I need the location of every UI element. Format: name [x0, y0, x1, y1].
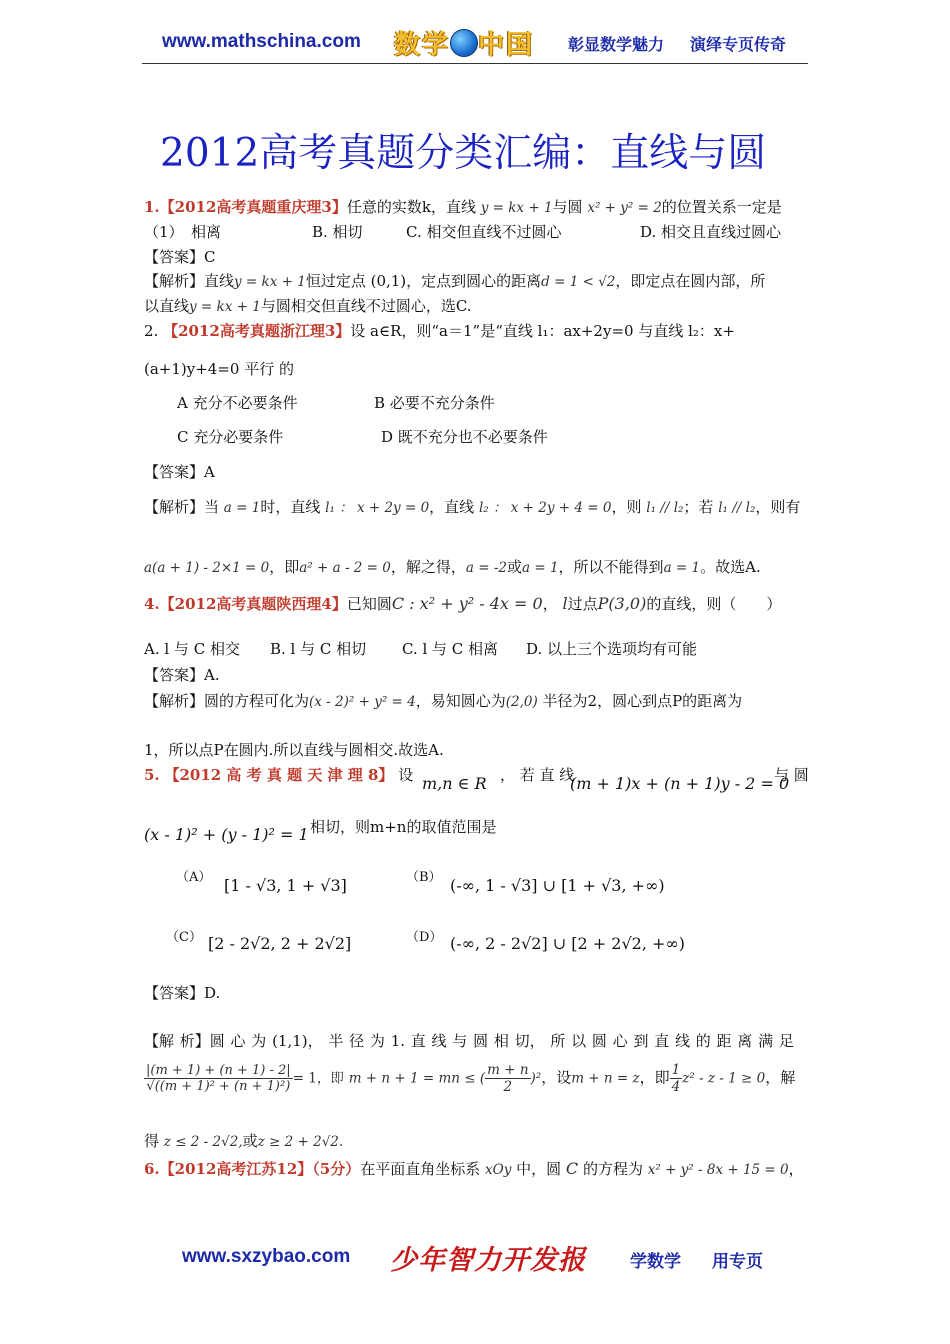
q6-stem-c: 的方程为 — [582, 1160, 643, 1178]
q5-explanation-1: 【解 析】圆 心 为 (1,1)， 半 径 为 1. 直 线 与 圆 相 切， 所 以 圆 心 到 直 线 的 距 离 满 足 — [144, 1032, 794, 1050]
q4-exp-1c: 半径为2，圆心到点P的距离为 — [542, 692, 743, 710]
q1-stem-c: 的位置关系一定是 — [661, 198, 782, 216]
q2-explanation-1 — [144, 496, 800, 517]
q5-exp-3m2: z ≥ 2 + 2√2. — [257, 1134, 344, 1150]
q6-stem — [144, 1158, 804, 1179]
q5-option-a-label: （A） — [176, 870, 212, 885]
q2-exp-2e: 。故选A. — [700, 558, 761, 576]
q2-exp-2b: ，解之得， — [390, 558, 466, 576]
logo-text-1: 数学 — [394, 30, 451, 60]
q2-exp-1m3: l₂ ： x + 2y + 4 = 0 — [478, 500, 612, 516]
q4-stem-a: 已知圆 — [346, 595, 392, 613]
q4-stem-b: ， — [542, 595, 558, 613]
q2-stem-b: (a+1)y+4=0 平行 的 — [144, 360, 294, 378]
q5-stem-a: 设 — [398, 766, 414, 784]
footer-tag-1: 学数学 — [630, 1252, 681, 1272]
q5-math-mn: m,n ∈ R — [422, 774, 487, 793]
q1-option-a: （1） 相离 — [144, 223, 222, 241]
header-divider — [142, 63, 808, 64]
q1-exp-1b: 恒过定点 (0,1)，定点到圆心的距离 — [305, 272, 542, 290]
q1-source: 【2012高考真题重庆理3】 — [159, 198, 347, 216]
q2-answer: 【答案】A — [144, 463, 215, 481]
footer-url[interactable]: www.sxzybao.com — [182, 1246, 351, 1267]
q5-exp-2b: ，设 — [541, 1068, 572, 1087]
q4-option-a: A. l 与 C 相交 — [144, 640, 240, 658]
q5-stem — [144, 764, 413, 785]
q2-exp-1m5: l₁ // l₂ — [718, 500, 756, 516]
q5-exp-2m-tail: )² — [530, 1070, 542, 1087]
q1-math-line: y = kx + 1 — [480, 200, 553, 216]
q1-exp-1a: 【解析】直线 — [144, 272, 235, 290]
q4-exp-1m2: (2,0) — [505, 694, 538, 710]
q6-math-eq: x² + y² - 8x + 15 = 0 — [647, 1162, 789, 1178]
q2-exp-1b: 时，直线 — [260, 498, 321, 516]
globe-icon — [450, 29, 478, 57]
q5-stem-c: 与 圆 — [774, 766, 809, 784]
q5-exp-2m: m + n + 1 = mn ≤ ( — [348, 1070, 486, 1087]
q5-exp-frac-den: √((m + 1)² + (n + 1)²) — [146, 1079, 291, 1094]
q4-explanation-1 — [144, 690, 742, 711]
q5-answer: 【答案】D. — [144, 984, 221, 1002]
q4-answer: 【答案】A. — [144, 666, 220, 684]
q2-exp-1a: 【解析】当 — [144, 498, 220, 516]
q2-exp-1f: ，则有 — [755, 498, 801, 516]
q5-option-d-label: （D） — [406, 930, 443, 945]
q6-math-xoy: xOy — [485, 1162, 512, 1178]
q2-exp-2m4: a = 1 — [522, 560, 559, 576]
q2-exp-2m: a(a + 1) - 2×1 = 0 — [144, 560, 270, 576]
q5-math-circle: (x - 1)² + (y - 1)² = 1 — [144, 825, 309, 844]
q4-stem-c: 过点 — [567, 595, 598, 613]
q5-exp-2fd2: 4 — [671, 1079, 681, 1095]
q2-exp-1m: a = 1 — [223, 500, 261, 516]
q4-source: 【2012高考真题陕西理4】 — [159, 595, 347, 613]
q4-exp-1m: (x - 2)² + y² = 4 — [309, 694, 416, 710]
q6-num: 6. — [144, 1160, 160, 1178]
q6-source: 【2012高考江苏12】（5分） — [159, 1160, 361, 1178]
q4-exp-1b: ，易知圆心为 — [415, 692, 506, 710]
q5-explanation-2 — [144, 1062, 795, 1095]
q5-exp-frac-num: |(m + 1) + (n + 1) - 2| — [146, 1063, 291, 1078]
q5-option-b: (-∞, 1 - √3] ∪ [1 + √3, +∞) — [450, 876, 665, 895]
q2-option-a: A 充分不必要条件 — [177, 394, 298, 412]
q5-exp-fraction — [144, 1063, 293, 1094]
q1-option-b: B. 相切 — [312, 223, 363, 241]
q5-exp-3a: 得 — [144, 1132, 160, 1150]
q2-exp-1d: ，则 — [611, 498, 642, 516]
q1-math-circle: x² + y² = 2 — [587, 200, 662, 216]
q1-exp-1m: y = kx + 1 — [234, 274, 306, 290]
q4-stem-d: 的直线，则（ ） — [646, 595, 782, 613]
q4-option-b: B. l 与 C 相切 — [270, 640, 367, 658]
q5-exp-fraction-2 — [485, 1062, 530, 1095]
q2-explanation-2 — [144, 556, 761, 577]
header-slogan-1: 彰显数学魅力 — [568, 35, 665, 54]
q1-exp-2a: 以直线 — [144, 297, 190, 315]
q5-exp-3m: z ≤ 2 - 2√2, — [163, 1134, 243, 1150]
q5-exp-3b: 或 — [242, 1132, 258, 1150]
q2-exp-2m2: a² + a - 2 = 0 — [299, 560, 391, 576]
header-logo — [394, 24, 534, 61]
q4-num: 4. — [144, 595, 160, 613]
q1-option-c: C. 相交但直线不过圆心 — [406, 223, 562, 241]
q4-option-c: C. l 与 C 相离 — [402, 640, 499, 658]
q1-num: 1. — [144, 198, 160, 216]
q2-num: 2. — [144, 322, 159, 340]
q2-exp-2m5: a = 1 — [663, 560, 701, 576]
q2-exp-2c: 或 — [506, 558, 522, 576]
q1-exp-1c: ，即定点在圆内部，所 — [615, 272, 766, 290]
q4-math-p: P(3,0) — [597, 594, 647, 613]
q2-exp-1m4: l₁ // l₂ — [646, 500, 684, 516]
q1-exp-2b: 与圆相交但直线不过圆心，选C. — [260, 297, 472, 315]
q5-exp-fraction-3 — [670, 1062, 683, 1095]
q5-stem-b: ， 若 直 线 — [500, 766, 575, 784]
q5-exp-2fd: 2 — [503, 1079, 513, 1095]
q1-stem — [144, 196, 782, 217]
q2-exp-1m2: l₁ ： x + 2y = 0 — [325, 500, 430, 516]
header-slogan-2: 演绎专页传奇 — [690, 35, 787, 54]
q4-math-l: l — [562, 594, 568, 613]
q1-stem-b: 与圆 — [552, 198, 583, 216]
q4-stem — [144, 593, 781, 614]
q5-exp-2fn: m + n — [487, 1062, 529, 1078]
q6-math-c: C — [565, 1159, 579, 1178]
q1-answer: 【答案】C — [144, 248, 216, 266]
q1-explanation-1 — [144, 270, 765, 291]
q5-option-c-label: （C） — [166, 930, 202, 945]
footer-brand: 少年智力开发报 — [390, 1245, 586, 1276]
q5-math-line: (m + 1)x + (n + 1)y - 2 = 0 — [570, 774, 790, 793]
q4-option-d: D. 以上三个选项均有可能 — [526, 640, 698, 658]
q5-explanation-3 — [144, 1130, 343, 1151]
q2-exp-2a: ，即 — [269, 558, 300, 576]
q2-exp-1c: ，直线 — [429, 498, 475, 516]
q2-stem — [144, 320, 735, 341]
q5-option-b-label: （B） — [406, 870, 442, 885]
q5-stem-d: 相切，则m+n的取值范围是 — [310, 818, 497, 836]
q2-option-d: D 既不充分也不必要条件 — [381, 428, 548, 446]
q5-num: 5. — [144, 766, 160, 784]
q2-exp-2m3: a = -2 — [465, 560, 507, 576]
q2-exp-2d: ，所以不能得到 — [558, 558, 664, 576]
q5-exp-2d: ，解 — [765, 1068, 796, 1087]
q5-option-a: [1 - √3, 1 + √3] — [224, 876, 347, 895]
q2-exp-1e: ；若 — [683, 498, 714, 516]
footer-tag-2: 用专页 — [712, 1252, 763, 1272]
q2-source: 【2012高考真题浙江理3】 — [163, 322, 351, 340]
q5-source: 【2012 高 考 真 题 天 津 理 8】 — [164, 766, 394, 784]
q5-exp-2m3: z² - z - 1 ≥ 0 — [682, 1070, 766, 1087]
logo-text-2: 中国 — [478, 30, 535, 60]
q4-math-circle: C : x² + y² - 4x = 0 — [391, 594, 543, 613]
q4-explanation-2: 1，所以点P在圆内.所以直线与圆相交.故选A. — [144, 741, 444, 759]
q2-option-c: C 充分必要条件 — [177, 428, 284, 446]
q6-stem-b: 中，圆 — [516, 1160, 562, 1178]
q6-stem-d: ， — [788, 1160, 804, 1178]
q1-exp-2m: y = kx + 1 — [189, 299, 261, 315]
q1-option-d: D. 相交且直线过圆心 — [640, 223, 782, 241]
q5-exp-2c: ，即 — [639, 1068, 670, 1087]
q5-option-c: [2 - 2√2, 2 + 2√2] — [208, 934, 352, 953]
q4-exp-1a: 【解析】圆的方程可化为 — [144, 692, 310, 710]
q1-exp-1m2: d = 1 < √2 — [541, 274, 616, 290]
q2-option-b: B 必要不充分条件 — [374, 394, 495, 412]
q1-stem-a: 任意的实数k，直线 — [346, 198, 476, 216]
q5-exp-2fn2: 1 — [671, 1062, 681, 1078]
header-url[interactable]: www.mathschina.com — [162, 31, 361, 52]
q1-explanation-2 — [144, 295, 472, 316]
q5-exp-2m2: m + n = z — [571, 1070, 640, 1087]
q5-exp-2a: = 1，即 — [292, 1070, 344, 1087]
q5-option-d: (-∞, 2 - 2√2] ∪ [2 + 2√2, +∞) — [450, 934, 685, 953]
q2-stem-a: 设 a∈R，则“a＝1”是“直线 l₁：ax+2y=0 与直线 l₂：x+ — [350, 322, 735, 340]
q6-stem-a: 在平面直角坐标系 — [360, 1160, 481, 1178]
page-title: 2012高考真题分类汇编：直线与圆 — [160, 131, 767, 176]
